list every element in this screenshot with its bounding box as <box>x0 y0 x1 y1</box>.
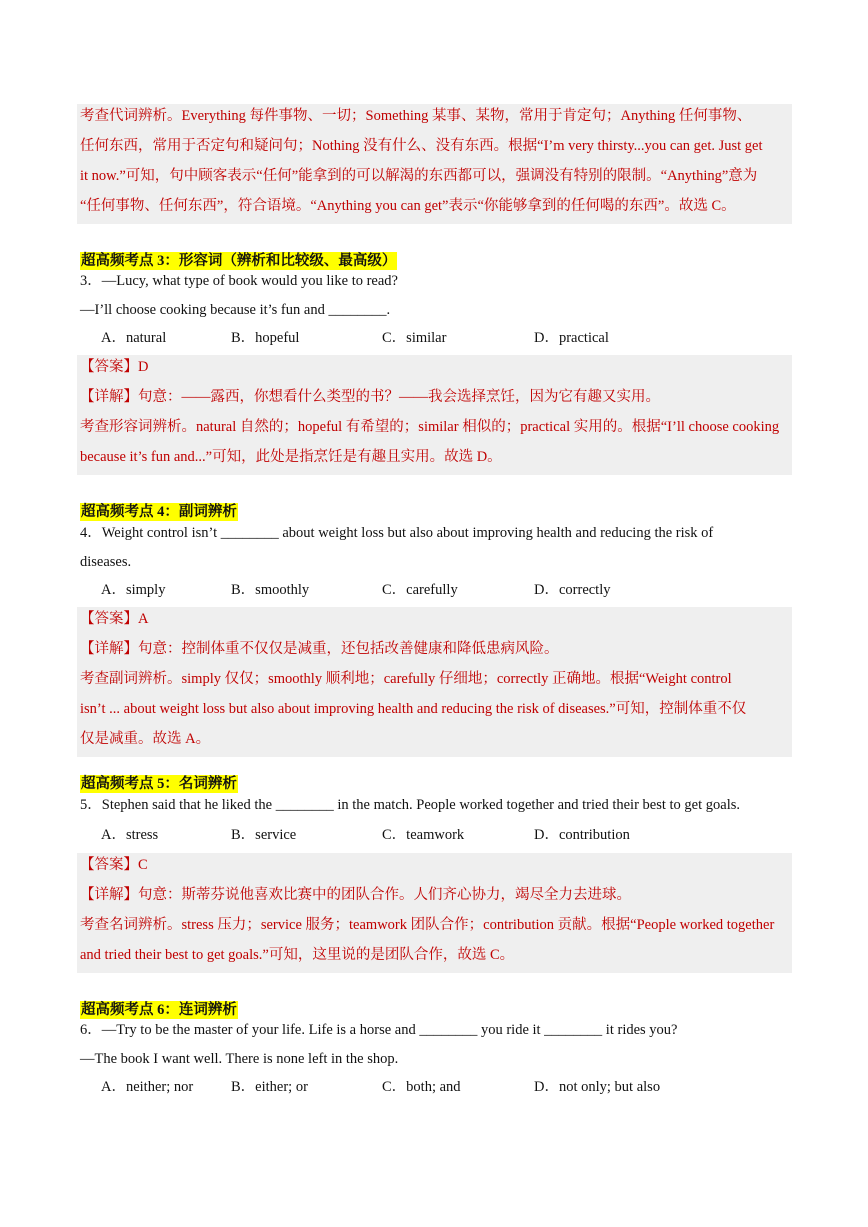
explanation-line: and tried their best to get goals.”可知，这里说的是团队合作，故选 C。 <box>80 947 515 963</box>
explanation-line: because it’s fun and...”可知，此处是指烹饪是有趣且实用。故选 D。 <box>80 449 502 465</box>
detail-line: 【详解】句意：——露西，你想看什么类型的书？——我会选择烹饪，因为它有趣又实用。 <box>80 389 660 405</box>
answer-label: 【答案】D <box>80 359 149 375</box>
explanation-line: 考查名词辨析。stress 压力；service 服务；teamwork 团队合作；contribution 贡献。根据“People worked together <box>80 917 775 933</box>
explanation-line: 考查形容词辨析。natural 自然的；hopeful 有希望的；similar 相似的；practical 实用的。根据“I’ll choose cooking <box>80 419 780 435</box>
option-c: C．carefully <box>382 582 458 598</box>
option-c: C．similar <box>382 330 447 346</box>
question-line: 6．—Try to be the master of your life. Life is a horse and ________ you ride it ________ it rides you? <box>80 1022 678 1038</box>
section-heading-adverb: 超高频考点 4：副词辨析 <box>81 504 237 520</box>
option-d: D．not only; but also <box>534 1079 661 1095</box>
question-line: —I’ll choose cooking because it’s fun and ________. <box>80 302 391 318</box>
answer-label: 【答案】C <box>80 857 148 873</box>
option-a: A．natural <box>101 330 167 346</box>
option-b: B．either; or <box>231 1079 308 1095</box>
question-line: 3．—Lucy, what type of book would you like to read? <box>80 273 398 289</box>
option-a: A．stress <box>101 827 159 843</box>
detail-line: 【详解】句意：控制体重不仅仅是减重，还包括改善健康和降低患病风险。 <box>80 641 559 657</box>
question-line: diseases. <box>80 554 132 570</box>
option-c: C．both; and <box>382 1079 461 1095</box>
option-b: B．smoothly <box>231 582 310 598</box>
question-line: —The book I want well. There is none left in the shop. <box>80 1051 399 1067</box>
question-line: 4．Weight control isn’t ________ about weight loss but also about improving health and reducing the risk of <box>80 525 714 541</box>
option-d: D．correctly <box>534 582 611 598</box>
question-line: 5．Stephen said that he liked the ________ in the match. People worked together and tried their best to get goals. <box>80 797 740 813</box>
explanation-line: it now.”可知，句中顾客表示“任何”能拿到的可以解渴的东西都可以，强调没有特别的限制。“Anything”意为 <box>80 168 758 184</box>
section-heading-adjective: 超高频考点 3：形容词（辨析和比较级、最高级） <box>81 253 397 269</box>
explanation-line: 仅是减重。故选 A。 <box>80 731 211 747</box>
option-d: D．contribution <box>534 827 630 843</box>
explanation-line: 考查副词辨析。simply 仅仅；smoothly 顺利地；carefully 仔细地；correctly 正确地。根据“Weight control <box>80 671 732 687</box>
option-c: C．teamwork <box>382 827 465 843</box>
explanation-line: isn’t ... about weight loss but also about improving health and reducing the risk of diseases.”可知，控制体重不仅 <box>80 701 747 717</box>
answer-label: 【答案】A <box>80 611 149 627</box>
detail-line: 【详解】句意：斯蒂芬说他喜欢比赛中的团队合作。人们齐心协力，竭尽全力去进球。 <box>80 887 631 903</box>
option-b: B．hopeful <box>231 330 300 346</box>
option-d: D．practical <box>534 330 609 346</box>
explanation-line: “任何事物、任何东西”，符合语境。“Anything you can get”表示“你能够拿到的任何喝的东西”。故选 C。 <box>80 198 736 214</box>
option-b: B．service <box>231 827 297 843</box>
option-a: A．simply <box>101 582 166 598</box>
option-a: A．neither; nor <box>101 1079 194 1095</box>
explanation-line: 任何东西，常用于否定句和疑问句；Nothing 没有什么、没有东西。根据“I’m very thirsty...you can get. Just get <box>80 138 763 154</box>
section-heading-noun: 超高频考点 5：名词辨析 <box>81 776 237 792</box>
explanation-line: 考查代词辨析。Everything 每件事物、一切；Something 某事、某物，常用于肯定句；Anything 任何事物、 <box>80 108 752 124</box>
section-heading-conjunction: 超高频考点 6：连词辨析 <box>81 1002 237 1018</box>
